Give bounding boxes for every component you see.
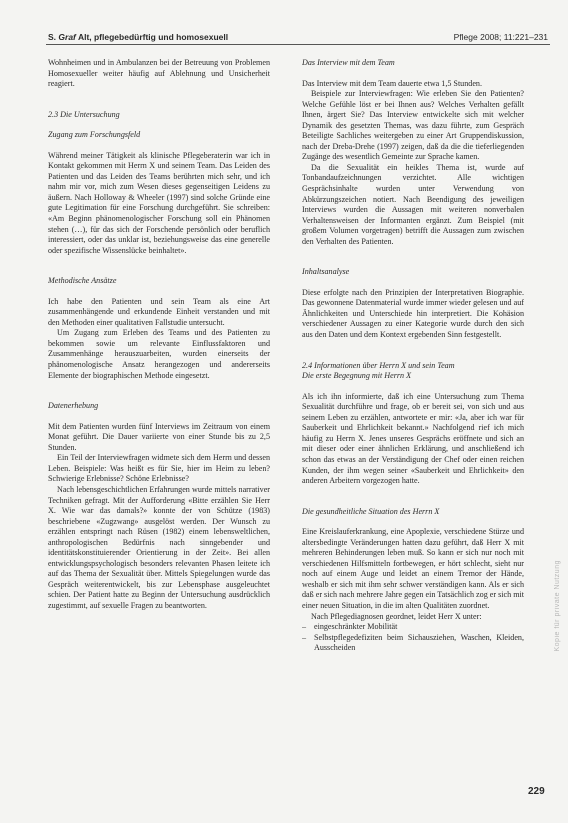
paragraph-methode-1: Ich habe den Patienten und sein Team als eine Art zusammenhängende und erkundende Einheit verstanden und mit den Methoden einer qualitativen Fallstudie untersucht. (48, 296, 270, 327)
list-item: – eingeschränkter Mobilität (302, 622, 524, 633)
paragraph-zugang: Während meiner Tätigkeit als klinische Pflegeberaterin war ich in Kontakt gekommen mit Herrn X und seinem Team. Das Leiden des Patienten und das Leiden des Teams berührten mich sehr, und ich nahm mir vor, mich zum Wesen dieses gegenseitigen Leidens zu äußern. Nach Holloway & Wheeler (1997) sind solche Gründe eine gute Legitimation für eine Forschung durchgeführt. Sie schreiben: «Am Beginn phänomenologischer Forschung soll ein Phänomen stehen (…), für das sich der Forschende persönlich oder beruflich interessiert, oder das unklar ist, beziehungsweise das eine generelle oder spezifische Wissenslücke beinhaltet». (48, 150, 270, 255)
paragraph-begegnung: Als ich ihn informierte, daß ich eine Untersuchung zum Thema Sexualität durchführe und frage, ob er bereit sei, von sich und aus seinem Leben zu erzählen, antwortete er mir: «Ja, aber ich war für Sauberkeit und Ehrlichkeit bekannt.» Nachfolgend rief ich mich häufig zu Herrn X. Jenes unseres Gesprächs eröffnete und sich an mit dieser oder einer ähnlichen Erklärung, und anschließend ich schon das etwas an der Verständigung der Chef oder einen reichen Kunden, der ihm wegen seiner «Sauberkeit und Ehrlichkeit» den anderen Arbeitern vorgezogen hatte. (302, 391, 524, 486)
paragraph-team-1: Das Interview mit dem Team dauerte etwa 1,5 Stunden. (302, 78, 482, 88)
needs-list (302, 622, 524, 654)
list-item: – Selbstpflegedefiziten beim Sichausziehen, Waschen, Kleiden, Ausscheiden (302, 633, 524, 654)
section-heading-2-3: 2.3 Die Untersuchung (48, 109, 120, 119)
paragraph-intro: Wohnheimen und in Ambulanzen bei der Betreuung von Problemen Homosexueller weiter häufig auf Ablehnung und Unsicherheit reagiert. (48, 58, 270, 89)
right-column (302, 58, 524, 793)
page-number: 229 (528, 786, 545, 797)
paragraph-analyse: Diese erfolgte nach den Prinzipien der Interpretativen Biographie. Das gewonnene Datenmaterial wurde immer wieder gelesen und auf Ähnlichkeiten und Unterschiede hin interpretiert. Die Kohäsion verschiedener Aussagen zu einer Kategorie wurde durch den sich aus den Daten und dem Kontext ergebenden Sinn festgestellt. (302, 287, 524, 340)
subheading-methode: Methodische Ansätze (48, 276, 117, 286)
paragraph-daten-3: Nach lebensgeschichtlichen Erfahrungen wurde mittels narrativer Techniken gefragt. Mit der Aufforderung «Bitte erzählen Sie Herr X. Wie war das damals?» konnte der von Schütze (1983) beschriebene «Zugzwang» ausgelöst werden. Der Wunsch zu erzählen entspringt nach Rüsen (1982) einem lebensweltlichen, anthropologischen Bedürfnis nach sinngebender und identitätskonstituierender Orientierung in der Zeit». Bei allen entwicklungspsychologisch besonders relevanten Phasen leitete ich auf das Thema der Sexualität über. Mittels Spiegelungen wurde das Gespräch weiterentwickelt, bis zur Lebensphase ausgeleuchtet schien. Der Patient hatte zu Beginn der Untersuchung ausdrücklich zugestimmt, auf sexuelle Fragen zu beantworten. (48, 484, 270, 610)
paragraph-daten-2: Ein Teil der Interviewfragen widmete sich dem Herrn und dessen Leben. Beispiele: Was heißt es für Sie, hier im Heim zu leben? Schwierige Erlebnisse? Schöne Erlebnisse? (48, 453, 270, 484)
left-column (48, 58, 270, 793)
running-header-journal: Pflege 2008; 11:221–231 (453, 32, 548, 42)
paragraph-methode-2: Um Zugang zum Erleben des Teams und des Patienten zu bekommen sowie um relevante Einflussfaktoren und Zusammenhänge herauszuarbeiten, wurden einerseits der phänomenologische Ansatz herangezogen und andererseits Elemente der biographischen Methode eingesetzt. (48, 328, 270, 380)
subheading-team-interview: Das Interview mit dem Team (302, 58, 395, 67)
subheading-situation: Die gesundheitliche Situation des Herrn X (302, 506, 440, 516)
section-heading-2-4: 2.4 Informationen über Herrn X und sein Team (302, 360, 455, 370)
side-watermark: Kopie für private Nutzung (554, 560, 561, 652)
paragraph-daten-1: Mit dem Patienten wurden fünf Interviews im Zeitraum von einem Monat geführt. Die Dauer variierte von einer Stunde bis zu 2,5 Stunden. (48, 421, 270, 452)
header-rule (46, 44, 550, 45)
paragraph-situation: Eine Kreislauferkrankung, eine Apoplexie, verschiedene Stürze und altersbedingte Veränderungen hatten dazu geführt, daß Herr X mit mehreren Behinderungen leben muß. So kann er sich nur noch mit verschiedenen Hilfsmitteln fortbewegen, er hört schlecht, sieht nur noch auf einem Auge und leidet an einem Tremor der Hände, weshalb er sich mit ihm sehr schwer verständigen kann. Als er sich daß er sich nach mehrere Jahre gegen ein Tatsächlich zog er sich mit einer neuen Situation, in die im alten Qualitäten zuordnet. (302, 527, 524, 610)
running-header (48, 30, 548, 44)
subheading-zugang: Zugang zum Forschungsfeld (48, 130, 141, 140)
paragraph-needs-intro: Nach Pflegediagnosen geordnet, leidet Herr X unter: (311, 611, 482, 621)
subheading-inhaltsanalyse: Inhaltsanalyse (302, 267, 350, 277)
paragraph-team-2: Beispiele zur Interviewfragen: Wie erleben Sie den Patienten? Welche Gefühle löst er bei Ihnen aus? Welches Verhalten gefällt Ihnen, ärgert Sie? Das Interview entwickelte sich mit welcher Dynamik des gesetzten Themas, was dazu führte, zum Gespräch Beteiligte Sachliches weitergeben zu einer Art Gruppendiskussion, nach der Dreba-Drehe (1997) zeigen, daß da die die tieferliegenden Zugänge des wesentlich Gemeinte zur Sprache kamen. (302, 89, 524, 162)
running-header-author: S. Graf Alt, pflegebedürftig und homosexuell (48, 32, 229, 42)
subheading-datenerhebung: Datenerhebung (48, 401, 99, 411)
paragraph-team-3: Da die Sexualität ein heikles Thema ist, wurde auf Tonbandaufzeichnungen verzichtet. Alle wichtigen Gesprächsinhalte wurden unter Verwendung von Abkürzungszeichen notiert. Nach Beendigung des jeweiligen Interviews wurden die Aussagen mit weiteren nonverbalen Verhaltensweisen der Informanten ergänzt. Zum Beispiel (mit großem Volumen vorgetragen) betrifft die Aussagen zum zwischen den Verhalten des Patienten. (302, 162, 524, 246)
subheading-begegnung: Die erste Begegnung mit Herrn X (302, 371, 412, 381)
